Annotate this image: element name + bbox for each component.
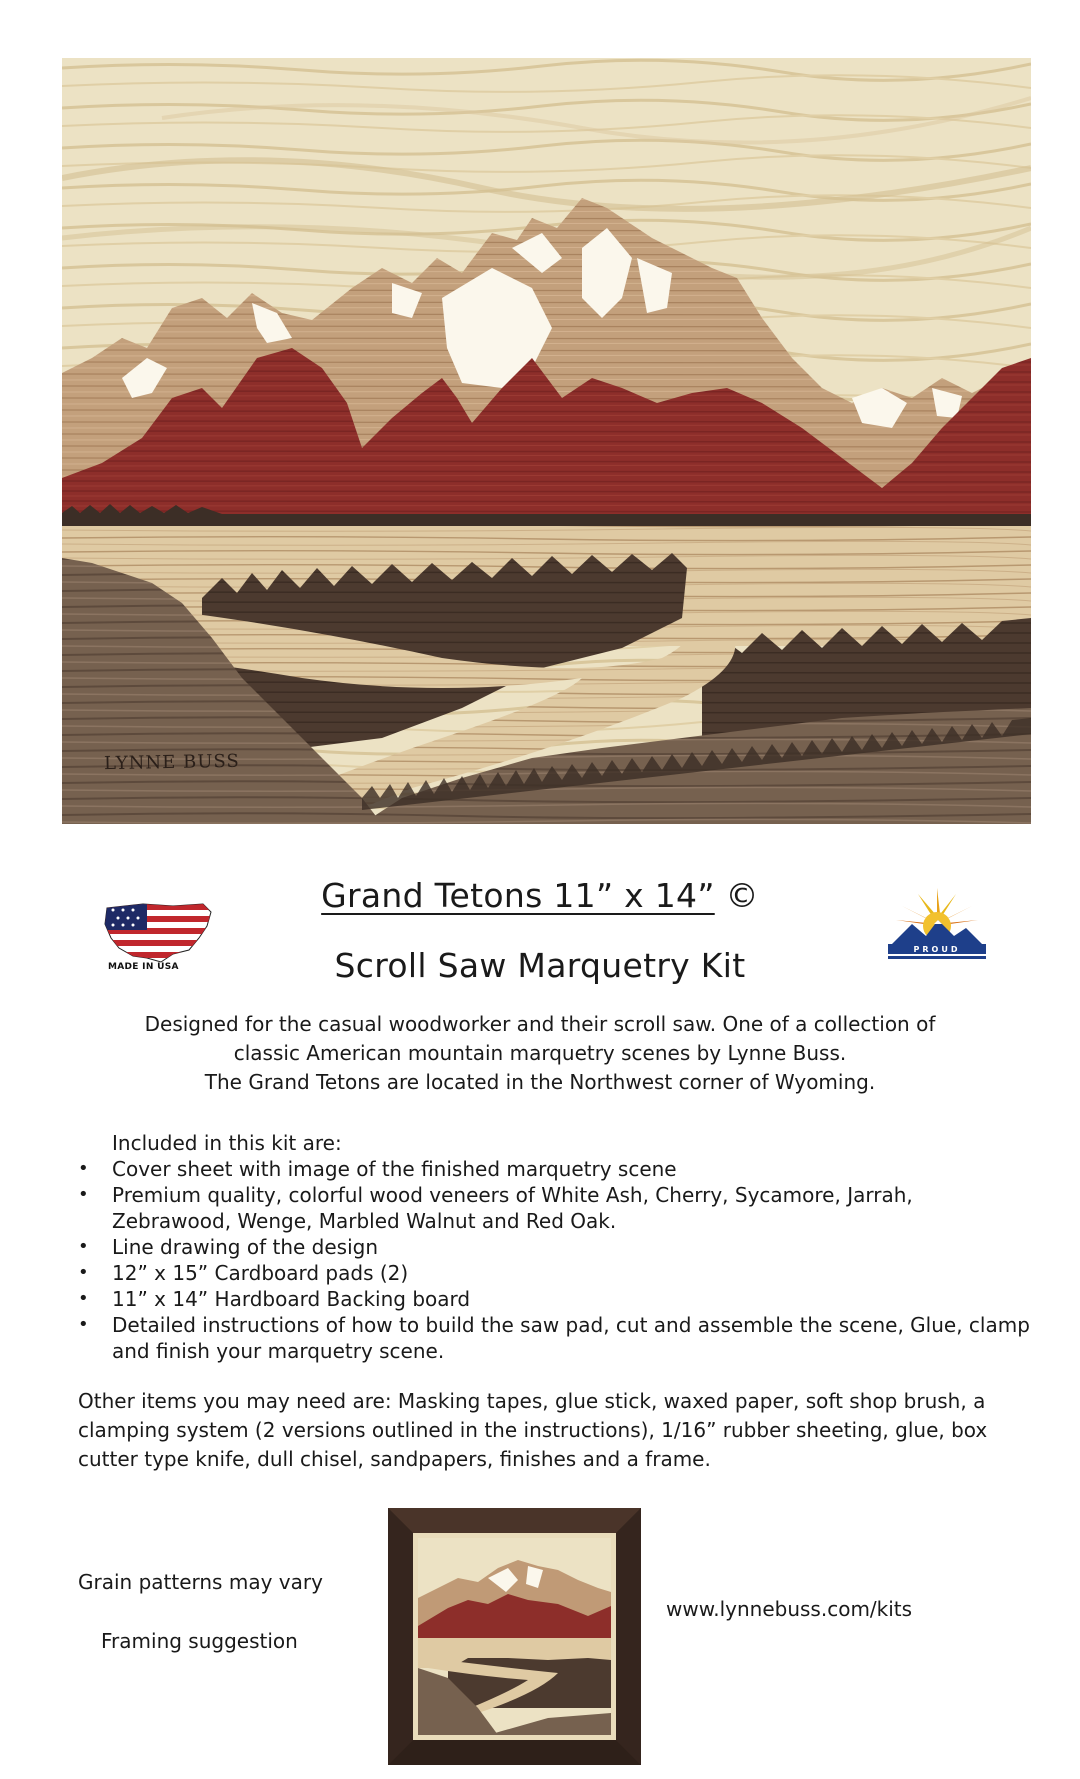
marquetry-scene-image [62,58,1031,824]
intro-paragraph [60,1010,1020,1097]
list-item: • Line drawing of the design [72,1234,1032,1260]
intro-line: Designed for the casual woodworker and their scroll saw. One of a collection of [144,1012,936,1036]
made-in-usa-caption: MADE IN USA [108,962,179,972]
copyright-symbol: © [725,876,759,915]
kit-contents-list [72,1156,1032,1364]
product-title-text: Grand Tetons 11” x 14” [321,876,715,915]
framed-preview-image [388,1508,641,1765]
product-title [0,876,1080,915]
intro-line: The Grand Tetons are located in the Northwest corner of Wyoming. [204,1070,876,1094]
framing-note: Framing suggestion [101,1629,298,1653]
list-item: • 12” x 15” Cardboard pads (2) [72,1260,1032,1286]
list-item: • Premium quality, colorful wood veneers of White Ash, Cherry, Sycamore, Jarrah, Zebrawood, Wenge, Marbled Walnut and Red Oak. [72,1182,1032,1234]
website-link[interactable]: www.lynnebuss.com/kits [666,1597,913,1621]
kit-contents [72,1130,1032,1364]
intro-line: classic American mountain marquetry scenes by Lynne Buss. [233,1041,847,1065]
grain-note: Grain patterns may vary [78,1570,323,1594]
list-item: • 11” x 14” Hardboard Backing board [72,1286,1032,1312]
kit-contents-heading: Included in this kit are: [112,1131,342,1155]
product-subtitle: Scroll Saw Marquetry Kit [334,946,746,985]
svg-text:PROUD: PROUD [913,945,961,954]
list-item: • Detailed instructions of how to build the saw pad, cut and assemble the scene, Glue, clamp and finish your marquetry scene. [72,1312,1032,1364]
list-item: • Cover sheet with image of the finished marquetry scene [72,1156,1032,1182]
other-items-paragraph: Other items you may need are: Masking tapes, glue stick, waxed paper, soft shop brush, a clamping system (2 versions outlined in the instructions), 1/16” rubber sheeting, glue, box cutter type knife, dull chisel, sandpapers, finishes and a frame. [78,1389,988,1471]
artist-signature: LYNNE BUSS [103,750,240,775]
